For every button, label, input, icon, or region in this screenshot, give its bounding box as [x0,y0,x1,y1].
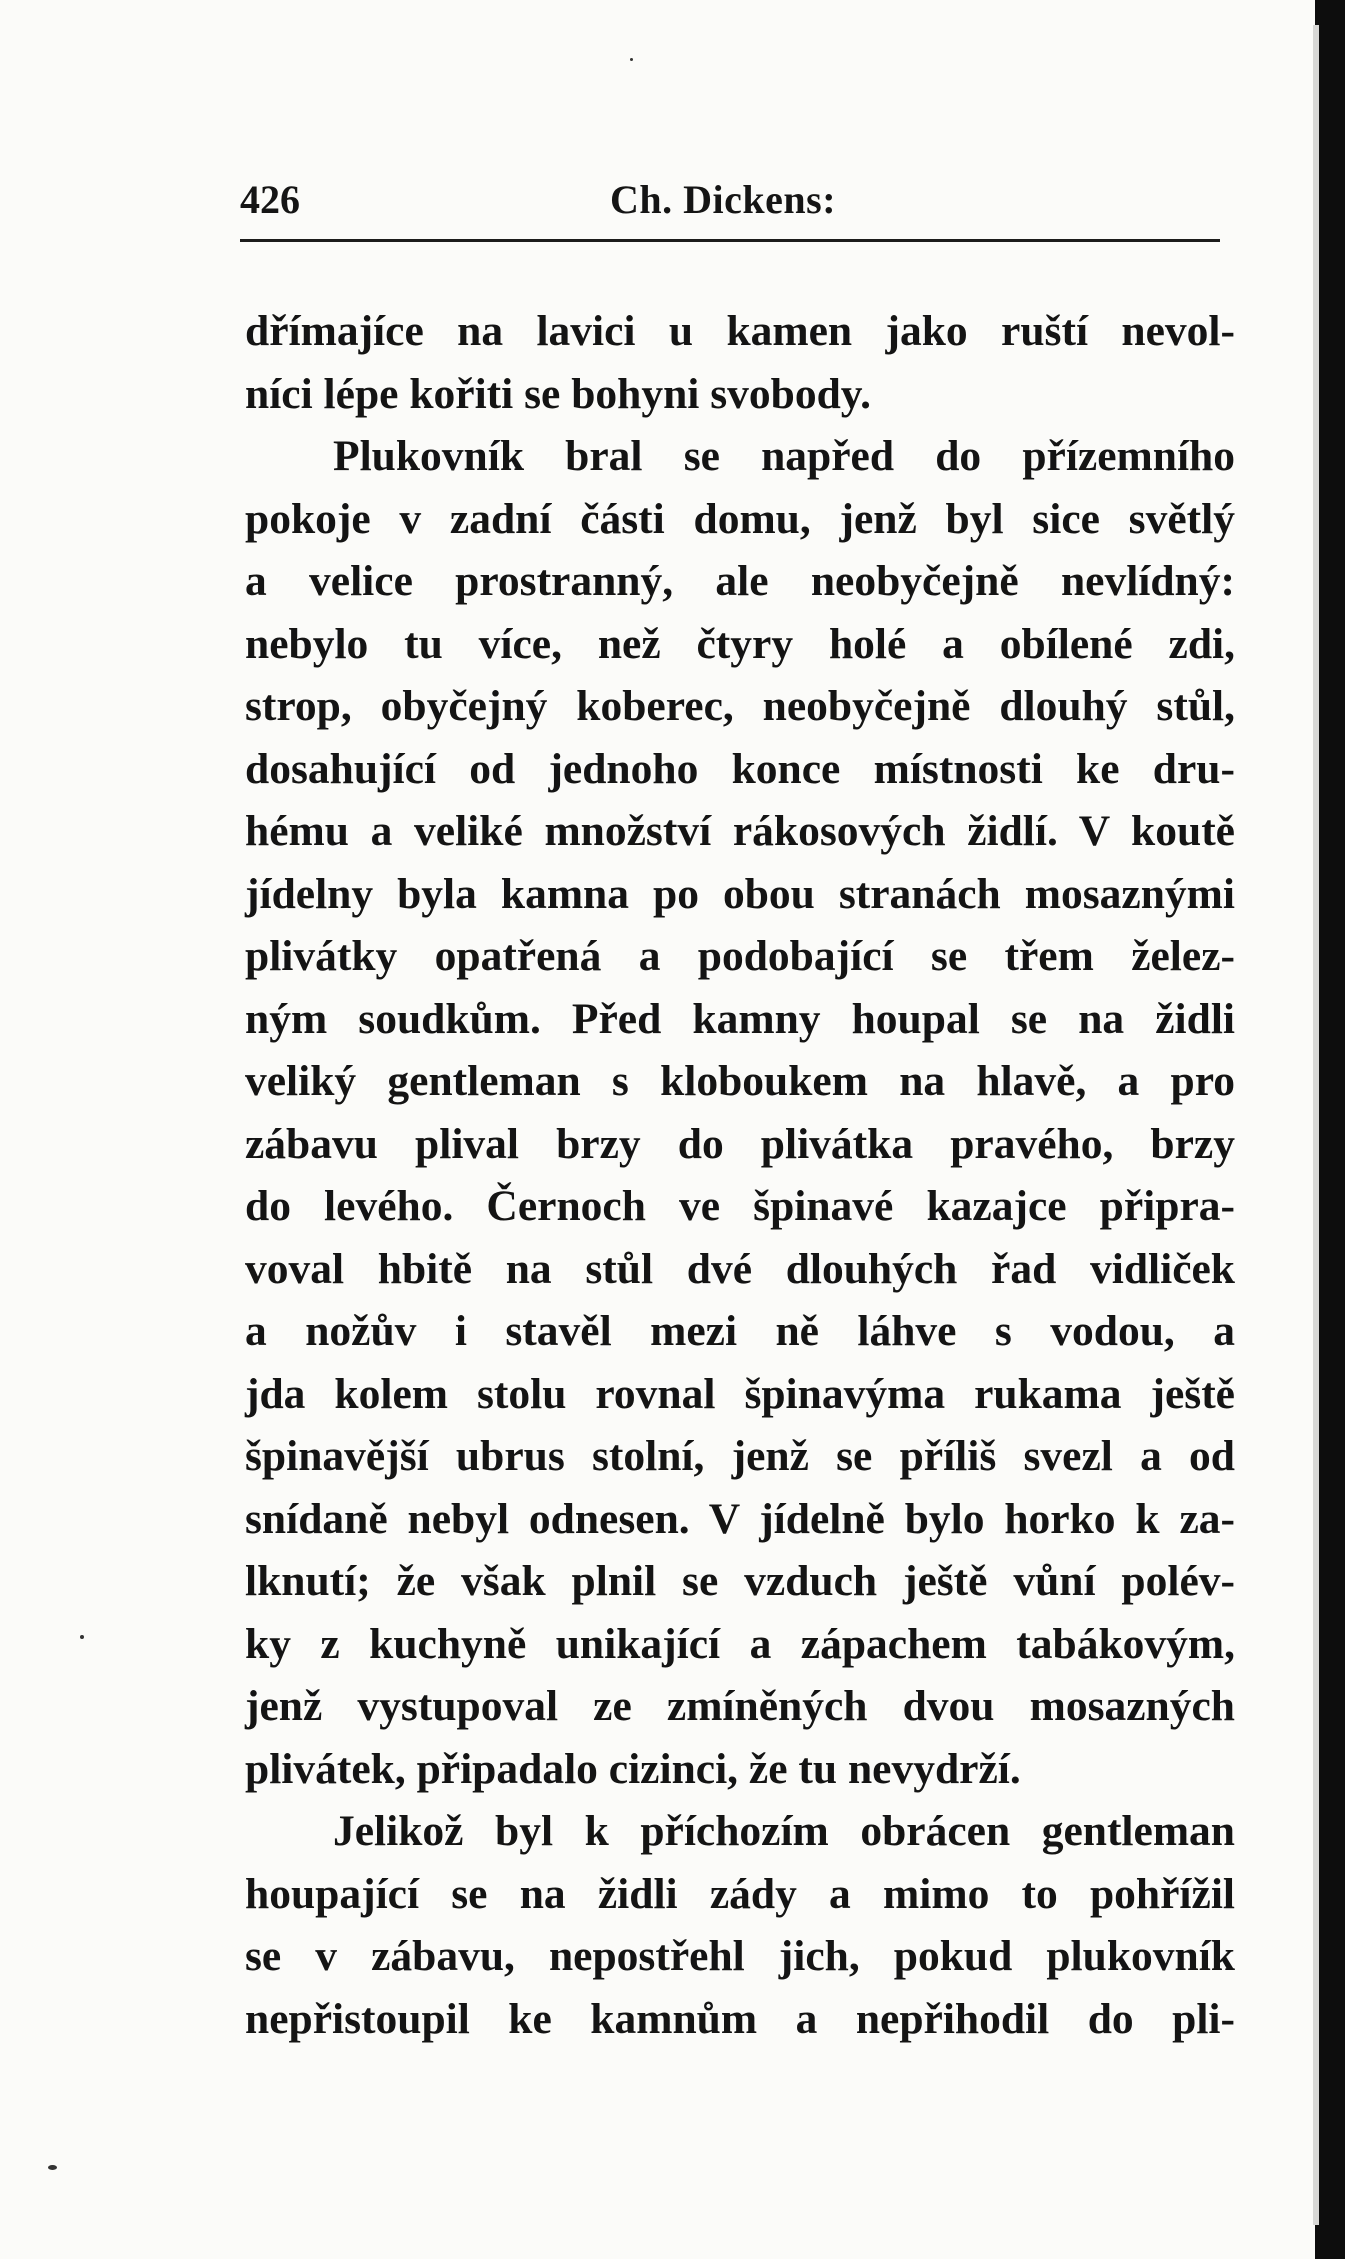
text-line: jídelny byla kamna po obou stranách mosaznými [245,869,1235,918]
text-line: do levého. Černoch ve špinavé kazajce připra- [245,1182,1235,1230]
text-line: hému a veliké množství rákosových židlí. V koutě [245,807,1235,855]
text-line: pokoje v zadní části domu, jenž byl sice světlý [245,494,1235,543]
text-line: strop, obyčejný koberec, neobyčejně dlouhý stůl, [245,682,1235,730]
text-line: plivátek, připadalo cizinci, že tu nevydrží. [245,1744,1021,1793]
text-line: nepřistoupil ke kamnům a nepřihodil do pli- [245,1994,1235,2043]
page-number: 426 [240,177,300,222]
text-line: dřímajíce na lavici u kamen jako ruští nevol- [245,307,1235,355]
text-line: a velice prostranný, ale neobyčejně nevlídný: [245,557,1235,605]
text-line: a nožův i stavěl mezi ně láhve s vodou, a [245,1307,1235,1355]
scan-edge [1315,0,1345,2259]
page-header [240,176,1220,236]
text-line: jenž vystupoval ze zmíněných dvou mosazných [245,1682,1235,1730]
header-rule [240,239,1220,242]
text-line: houpající se na židli zády a mimo to pohřížil [245,1869,1235,1918]
text-line: ky z kuchyně unikající a zápachem tabákovým, [245,1619,1235,1668]
paper-speck [48,2165,57,2170]
text-line: nebylo tu více, než čtyry holé a obílené zdi, [245,619,1235,668]
text-line: níci lépe kořiti se bohyni svobody. [245,369,872,418]
running-head: Ch. Dickens: [610,177,837,222]
text-line: Jelikož byl k příchozím obrácen gentleman [333,1807,1235,1855]
text-line: snídaně nebyl odnesen. V jídelně bylo horko k za- [245,1494,1235,1543]
text-line: ným soudkům. Před kamny houpal se na židli [245,994,1235,1043]
text-line: zábavu plival brzy do plivátka pravého, brzy [245,1119,1235,1168]
body-text [245,300,1235,2050]
text-line: jda kolem stolu rovnal špinavýma rukama ještě [245,1369,1235,1418]
text-line: lknutí; že však plnil se vzduch ještě vůní polév- [245,1557,1235,1605]
page-edge-strip [1313,25,1319,2225]
text-line: plivátky opatřená a podobající se třem želez- [245,932,1235,980]
paper-speck [630,58,633,61]
text-line: Plukovník bral se napřed do přízemního [333,432,1235,480]
text-line: dosahující od jednoho konce místnosti ke dru- [245,744,1235,793]
text-line: špinavější ubrus stolní, jenž se příliš svezl a od [245,1432,1235,1480]
paper-speck [80,1635,84,1639]
text-line: veliký gentleman s kloboukem na hlavě, a pro [245,1057,1235,1105]
text-line: voval hbitě na stůl dvé dlouhých řad vidliček [245,1244,1235,1293]
text-line: se v zábavu, nepostřehl jich, pokud plukovník [245,1932,1235,1980]
